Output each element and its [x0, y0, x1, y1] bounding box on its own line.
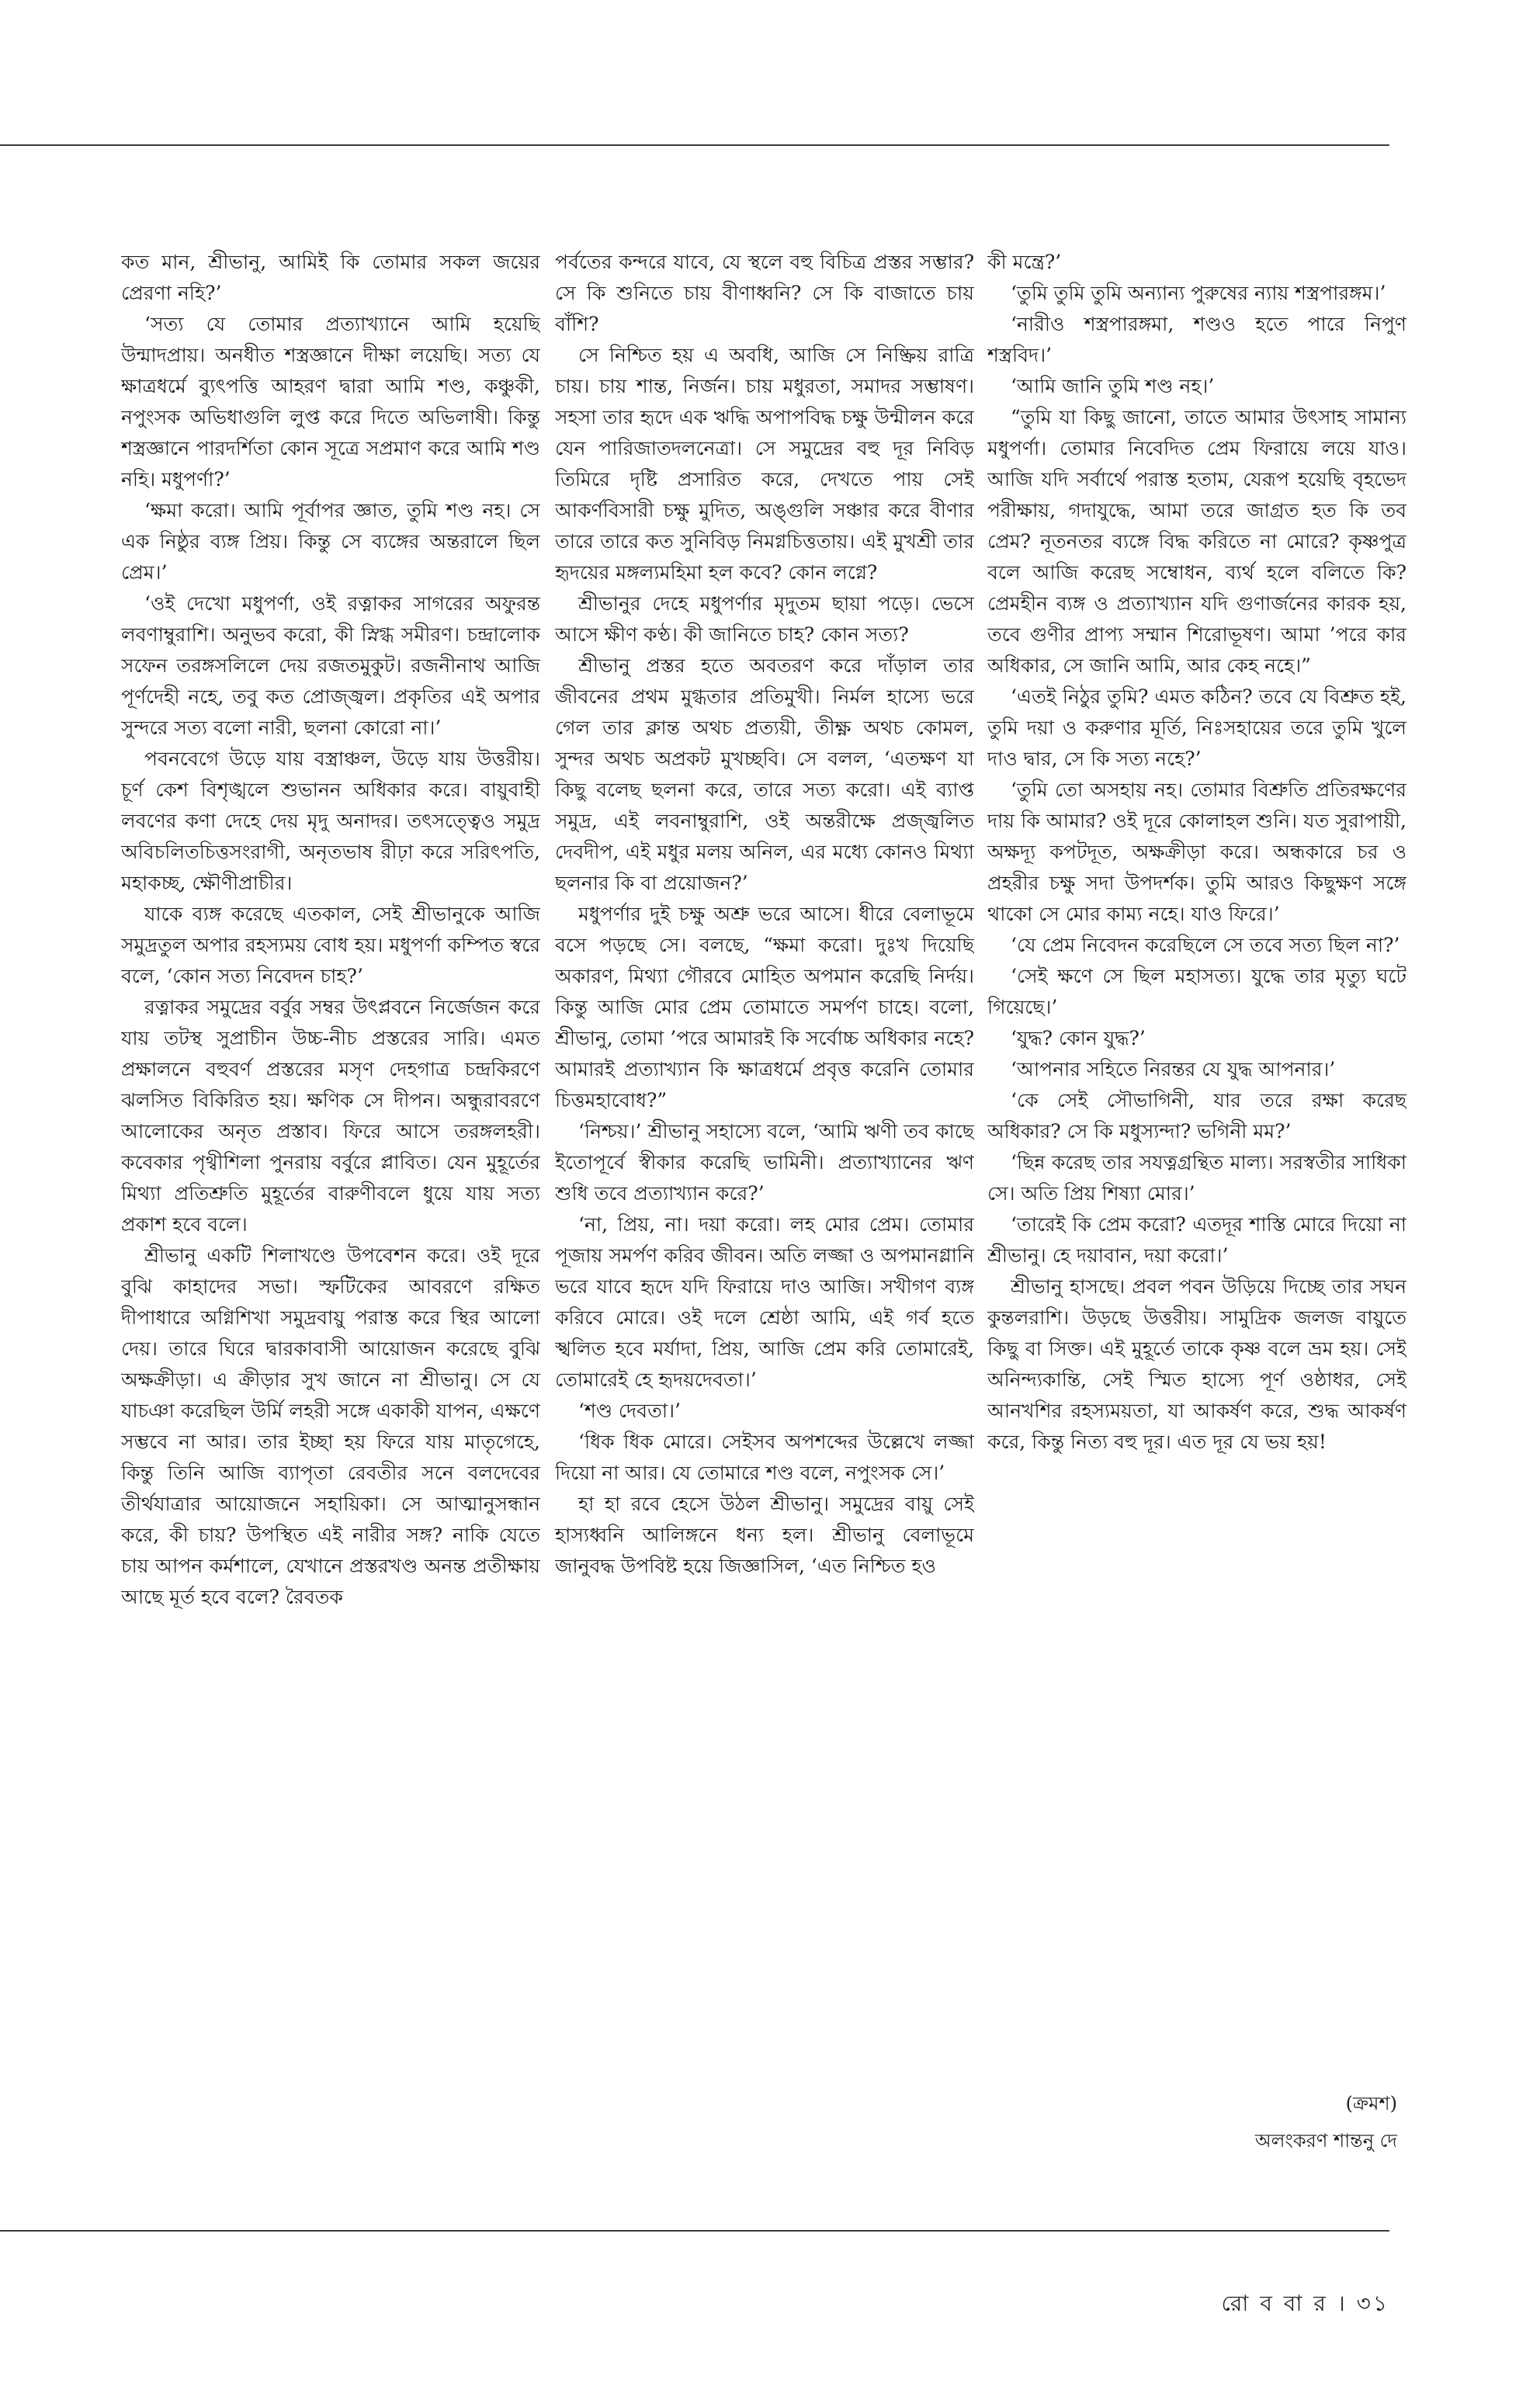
- text-column-2: [555, 247, 974, 2211]
- paragraph: কত মান, শ্রীভানু, আমিই কি তোমার সকল জয়ের প্রেরণা নহি?’: [121, 251, 540, 304]
- serial-note: (ক্রমশ): [1345, 2093, 1397, 2114]
- paragraph: “তুমি যা কিছু জানো, তাতে আমার উৎসাহ সামান্য মধুপর্ণা। তোমার নিবেদিত প্রেম ফিরায়ে লয়ে যাও। আজি যদি সর্বার্থে পরাস্ত হতাম, যেরূপ হয়েছি বৃহভেদ পরীক্ষায়, গদাযুদ্ধে, আমা তরে জাগ্রত হত কি তব প্রেম? নূতনতর ব্যঙ্গে বিদ্ধ করিতে না মোরে? কৃষ্ণপুত্র বলে আজি করেছ সম্বোধন, ব্যর্থ হলে বলিতে কি? প্রেমহীন ব্যঙ্গ ও প্রত্যাখ্যান যদি গুণার্জনের কারক হয়, তবে গুণীর প্রাপ্য সম্মান শিরোভূষণ। আমা ’পরে কার অধিকার, সে জানি আমি, আর কেহ নহে।”: [987, 406, 1406, 677]
- paragraph: ‘ওই দেখো মধুপর্ণা, ওই রত্নাকর সাগরের অফুরন্ত লবণাম্বুরাশি। অনুভব করো, কী স্নিগ্ধ সমীরণ। চন্দ্রালোক সফেন তরঙ্গসলিলে দেয় রজতমুকুট। রজনীনাথ আজি পূর্ণদেহী নহে, তবু কত প্রোজ্জ্বল। প্রকৃতির এই অপার সুন্দরে সত্য বলো নারী, ছলনা কোরো না।’: [121, 592, 540, 739]
- paragraph: ‘নারীও শস্ত্রপারঙ্গমা, শণ্ডও হতে পারে নিপুণ শস্ত্রবিদ।’: [987, 313, 1406, 366]
- paragraph: ‘যুদ্ধ? কোন যুদ্ধ?’: [1011, 1027, 1146, 1049]
- text-column-3: [987, 247, 1406, 2032]
- paragraph: ‘ধিক ধিক মোরে। সেইসব অপশব্দের উল্লেখে লজ্জা দিয়ো না আর। যে তোমারে শণ্ড বলে, নপুংসক সে।’: [555, 1431, 974, 1484]
- paragraph: ‘শণ্ড দেবতা।’: [578, 1399, 681, 1422]
- paragraph: মধুপর্ণার দুই চক্ষু অশ্রু ভরে আসে। ধীরে বেলাভূমে বসে পড়ছে সে। বলছে, “ক্ষমা করো। দুঃখ দিয়েছি অকারণ, মিথ্যা গৌরবে মোহিত অপমান করেছি নির্দয়। কিন্তু আজি মোর প্রেম তোমাতে সমর্পণ চাহে। বলো, শ্রীভানু, তোমা ’পরে আমারই কি সর্বোচ্চ অধিকার নহে? আমারই প্রত্যাখ্যান কি ক্ষাত্রধর্মে প্রবৃত্ত করেনি তোমার চিত্তমহাবোধ?”: [555, 903, 974, 1112]
- paragraph: যাকে ব্যঙ্গ করেছে এতকাল, সেই শ্রীভানুকে আজি সমুদ্রতুল অপার রহস্যময় বোধ হয়। মধুপর্ণা কম্পিত স্বরে বলে, ‘কোন সত্য নিবেদন চাহ?’: [121, 903, 540, 987]
- paragraph: ‘তুমি তুমি তুমি অন্যান্য পুরুষের ন্যায় শস্ত্রপারঙ্গম।’: [1011, 282, 1386, 304]
- paragraph: রত্নাকর সমুদ্রের বর্বুর সম্বর উৎপ্লবনে নির্জেজন করে যায় তটস্থ সুপ্রাচীন উচ্চ-নীচ প্রস্তরের সারি। এমত প্রক্ষালনে বহুবর্ণ প্রস্তরের মসৃণ দেহগাত্র চন্দ্রকিরণে ঝলসিত বিকিরিত হয়। ক্ষণিক সে দীপন। অন্ধুরাবরণে আলোকের অনৃত প্রস্তাব। ফিরে আসে তরঙ্গলহরী। কবেকার পৃথ্বীশিলা পুনরায় বর্বুরে প্লাবিত। যেন মুহূর্তের মিথ্যা প্রতিশ্রুতি মুহূর্তের বারুণীবলে ধুয়ে যায় সত্য প্রকাশ হবে বলে।: [121, 996, 540, 1236]
- paragraph: ‘এতই নিঠুর তুমি? এমত কঠিন? তবে যে বিশ্রুত হই, তুমি দয়া ও করুণার মূর্তি, নিঃসহায়ের তরে তুমি খুলে দাও দ্বার, সে কি সত্য নহে?’: [987, 685, 1406, 770]
- paragraph: কী মন্ত্রে?’: [987, 251, 1062, 273]
- text-column-1: [121, 247, 540, 2211]
- page-footer: রো ব বা র । ৩১: [1221, 2291, 1389, 2316]
- paragraph: শ্রীভানু একটি শিলাখণ্ডে উপবেশন করে। ওই দূরে বুঝি কাহাদের সভা। স্ফটিকের আবরণে রক্ষিত দীপাধারে অগ্নিশিখা সমুদ্রবায়ু পরাস্ত করে স্থির আলো দেয়। তারে ঘিরে দ্বারকাবাসী আয়োজন করেছে বুঝি অক্ষক্রীড়া। এ ক্রীড়ার সুখ জানে না শ্রীভানু। সে যে যাচঞা করেছিল উর্মি লহরী সঙ্গে একাকী যাপন, এক্ষণে সম্ভবে না আর। তার ইচ্ছা হয় ফিরে যায় মাতৃগেহে, কিন্তু তিনি আজি ব্যাপৃতা রেবতীর সনে বলদেবের তীর্থযাত্রার আয়োজনে সহায়িকা। সে আত্মানুসন্ধান করে, কী চায়? উপস্থিত এই নারীর সঙ্গ? নাকি যেতে চায় আপন কর্মশালে, যেখানে প্রস্তরখণ্ড অনন্ত প্রতীক্ষায় আছে মূর্ত হবে বলে? রৈবতক: [121, 1244, 540, 1608]
- paragraph: ‘সত্য যে তোমার প্রত্যাখ্যানে আমি হয়েছি উন্মাদপ্রায়। অনধীত শস্ত্রজ্ঞানে দীক্ষা লয়েছি। সত্য যে ক্ষাত্রধর্মে ব্যুৎপত্তি আহরণ দ্বারা আমি শণ্ড, কঞ্চুকী, নপুংসক অভিধাগুলি লুপ্ত করে দিতে অভিলাষী। কিন্তু শস্ত্রজ্ঞানে পারদর্শিতা কোন সূত্রে সপ্রমাণ করে আমি শণ্ড নহি। মধুপর্ণা?’: [121, 313, 540, 491]
- paragraph: ‘ছিন্ন করেছ তার সযত্নগ্রন্থিত মাল্য। সরস্বতীর সাধিকা সে। অতি প্রিয় শিষ্যা মোর।’: [987, 1151, 1406, 1205]
- paragraph: ‘নিশ্চয়।’ শ্রীভানু সহাস্যে বলে, ‘আমি ঋণী তব কাছে ইতোপূর্বে স্বীকার করেছি ভামিনী। প্রত্যাখ্যানের ঋণ শুধি তবে প্রত্যাখ্যান করে?’: [555, 1120, 974, 1205]
- paragraph: শ্রীভানু প্রস্তর হতে অবতরণ করে দাঁড়াল তার জীবনের প্রথম মুগ্ধতার প্রতিমুখী। নির্মল হাস্যে ভরে গেল তার ক্লান্ত অথচ প্রত্যয়ী, তীক্ষ্ণ অথচ কোমল, সুন্দর অথচ অপ্রকট মুখচ্ছবি। সে বলল, ‘এতক্ষণ যা কিছু বলেছ ছলনা করে, তারে সত্য করো। এই ব্যাপ্ত সমুদ্র, এই লবনাম্বুরাশি, ওই অন্তরীক্ষে প্রজ্জ্বলিত দেবদীপ, এই মধুর মলয় অনিল, এর মধ্যে কোনও মিথ্যা ছলনার কি বা প্রয়োজন?’: [555, 654, 974, 894]
- paragraph: পবনবেগে উড়ে যায় বস্ত্রাঞ্চল, উড়ে যায় উত্তরীয়। চূর্ণ কেশ বিশৃঙ্খলে শুভানন অধিকার করে। বায়ুবাহী লবণের কণা দেহে দেয় মৃদু অনাদর। তৎসত্ত্বেও সমুদ্র অবিচলিতচিত্তসংরাগী, অনৃতভাষ রীঢ়া করে সরিৎপতি, মহাকচ্ছ, ক্ষৌণীপ্রাচীর।: [121, 747, 540, 894]
- paragraph: শ্রীভানু হাসছে। প্রবল পবন উড়িয়ে দিচ্ছে তার সঘন কুন্তলরাশি। উড়ছে উত্তরীয়। সামুদ্রিক জলজ বায়ুতে কিছু বা সিক্ত। এই মুহূর্তে তাকে কৃষ্ণ বলে ভ্রম হয়। সেই অনিন্দ্যকান্তি, সেই স্মিত হাস্যে পূর্ণ ওষ্ঠাধর, সেই আনখশির রহস্যময়তা, যা আকর্ষণ করে, শুদ্ধ আকর্ষণ করে, কিন্তু নিত্য বহু দূর। এত দূর যে ভয় হয়!: [987, 1275, 1406, 1453]
- top-rule: [0, 144, 1389, 146]
- paragraph: পর্বতের কন্দরে যাবে, যে স্থলে বহু বিচিত্র প্রস্তর সম্ভার? সে কি শুনিতে চায় বীণাধ্বনি? সে কি বাজাতে চায় বাঁশি?: [555, 251, 974, 335]
- paragraph: সে নিশ্চিত হয় এ অবধি, আজি সে নিষ্ক্রিয় রাত্রি চায়। চায় শান্ত, নির্জন। চায় মধুরতা, সমাদর সম্ভাষণ। সহসা তার হৃদে এক ঋদ্ধি অপাপবিদ্ধ চক্ষু উন্মীলন করে যেন পারিজাতদলনেত্রা। সে সমুদ্রের বহু দূর নিবিড় তিমিরে দৃষ্টি প্রসারিত করে, দেখতে পায় সেই আকর্ণবিসারী চক্ষু মুদিত, অঙ্গুলি সঞ্চার করে বীণার তারে তারে কত সুনিবিড় নিমগ্নচিত্ততায়। এই মুখশ্রী তার হৃদয়ের মঙ্গল্যমহিমা হল কবে? কোন লগ্নে?: [555, 344, 974, 584]
- paragraph: ‘সেই ক্ষণে সে ছিল মহাসত্য। যুদ্ধে তার মৃত্যু ঘটে গিয়েছে।’: [987, 965, 1406, 1018]
- paragraph: ‘যে প্রেম নিবেদন করেছিলে সে তবে সত্য ছিল না?’: [1011, 934, 1400, 956]
- paragraph: ‘আমি জানি তুমি শণ্ড নহ।’: [1011, 375, 1215, 397]
- bottom-rule: [0, 2230, 1389, 2232]
- paragraph: ‘কে সেই সৌভাগিনী, যার তরে রক্ষা করেছ অধিকার? সে কি মধুস্যন্দা? ভগিনী মম?’: [987, 1089, 1406, 1143]
- paragraph: ‘তারেই কি প্রেম করো? এতদূর শাস্তি মোরে দিয়ো না শ্রীভানু। হে দয়াবান, দয়া করো।’: [987, 1213, 1406, 1267]
- paragraph: হা হা রবে হেসে উঠল শ্রীভানু। সমুদ্রের বায়ু সেই হাস্যধ্বনি আলিঙ্গনে ধন্য হল। শ্রীভানু বেলাভূমে জানুবদ্ধ উপবিষ্ট হয়ে জিজ্ঞাসিল, ‘এত নিশ্চিত হও: [555, 1493, 974, 1577]
- illustration-credit: অলংকরণ শান্তনু দে: [1254, 2130, 1397, 2152]
- paragraph: ‘না, প্রিয়, না। দয়া করো। লহ মোর প্রেম। তোমার পূজায় সমর্পণ করিব জীবন। অতি লজ্জা ও অপমানগ্লানি ভরে যাবে হৃদে যদি ফিরায়ে দাও আজি। সখীগণ ব্যঙ্গ করিবে মোরে। ওই দলে শ্রেষ্ঠা আমি, এই গর্ব হতে স্খলিত হবে মর্যাদা, প্রিয়, আজি প্রেম করি তোমারেই, তোমারেই হে হৃদয়দেবতা।’: [555, 1213, 974, 1391]
- paragraph: ‘তুমি তো অসহায় নহ। তোমার বিশ্রুতি প্রতিরক্ষণের দায় কি আমার? ওই দূরে কোলাহল শুনি। যত সুরাপায়ী, অক্ষদ্যূ কপটদূত, অক্ষক্রীড়া করে। অন্ধকারে চর ও প্রহরীর চক্ষু সদা উপদর্শক। তুমি আরও কিছুক্ষণ সঙ্গে থাকো সে মোর কাম্য নহে। যাও ফিরে।’: [987, 779, 1406, 925]
- paragraph: ‘ক্ষমা করো। আমি পূর্বাপর জ্ঞাত, তুমি শণ্ড নহ। সে এক নিষ্ঠুর ব্যঙ্গ প্রিয়। কিন্তু সে ব্যঙ্গের অন্তরালে ছিল প্রেম।’: [121, 499, 540, 584]
- paragraph: শ্রীভানুর দেহে মধুপর্ণার মৃদুতম ছায়া পড়ে। ভেসে আসে ক্ষীণ কণ্ঠ। কী জানিতে চাহ? কোন সত্য?: [555, 592, 974, 646]
- paragraph: ‘আপনার সহিতে নিরন্তর যে যুদ্ধ আপনার।’: [1011, 1058, 1336, 1080]
